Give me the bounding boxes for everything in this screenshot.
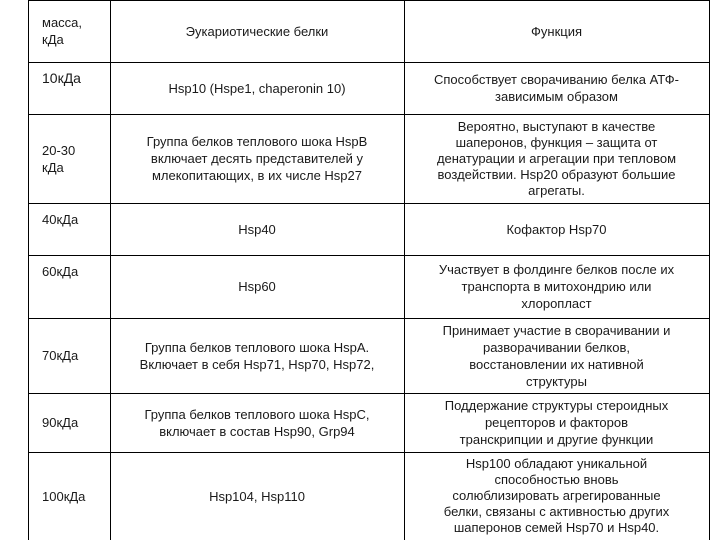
protein-cell: Группа белков теплового шока HspB включает десять представителей у млекопитающих, в их числе Hsp27: [146, 134, 368, 183]
protein-cell: Hsp40: [238, 221, 276, 237]
function-cell: Способствует сворачиванию белка АТФ- зависимым образом: [434, 72, 679, 104]
header-mass: масса, кДа: [42, 15, 83, 47]
protein-cell: Hsp104, Hsp110: [209, 488, 305, 504]
function-cell: Принимает участие в сворачивании и разворачивании белков, восстановлении их нативной структуры: [442, 322, 671, 389]
mass-cell: 20-30 кДа: [42, 142, 76, 175]
protein-cell: Hsp60: [238, 279, 276, 294]
mass-cell: 60кДа: [42, 264, 79, 279]
header-protein: Эукариотические белки: [185, 23, 329, 39]
function-cell: Поддержание структуры стероидных рецепторов и факторов транскрипции и другие функции: [444, 398, 669, 447]
function-cell: Участвует в фолдинге белков после их транспорта в митохондрию или хлоропласт: [438, 262, 675, 311]
mass-cell: 10кДа: [42, 70, 81, 86]
mass-cell: 90кДа: [42, 415, 79, 430]
mass-cell: 100кДа: [42, 488, 86, 504]
table-border-right: [709, 0, 710, 540]
mass-cell: 70кДа: [42, 348, 79, 363]
heat-shock-proteins-table: [28, 0, 710, 540]
protein-cell: Группа белков теплового шока HspC, включает в состав Hsp90, Grp94: [144, 406, 370, 439]
function-cell: Кофактор Hsp70: [506, 221, 607, 237]
mass-cell: 40кДа: [42, 212, 79, 227]
function-cell: Вероятно, выступают в качестве шаперонов, функция – защита от денатурации и агрегации при тепловом воздействии. Hsp20 образуют большие агрегаты.: [436, 118, 677, 198]
protein-cell: Hsp10 (Hspe1, chaperonin 10): [168, 80, 346, 96]
header-function: Функция: [531, 23, 582, 39]
protein-cell: Группа белков теплового шока HspA. Включает в себя Hsp71, Hsp70, Hsp72,: [139, 339, 375, 372]
function-cell: Hsp100 обладают уникальной способностью вновь солюблизировать агрегированные белки, связаны с активностью других шаперонов семей Hsp70 и Hsp40.: [443, 456, 670, 535]
